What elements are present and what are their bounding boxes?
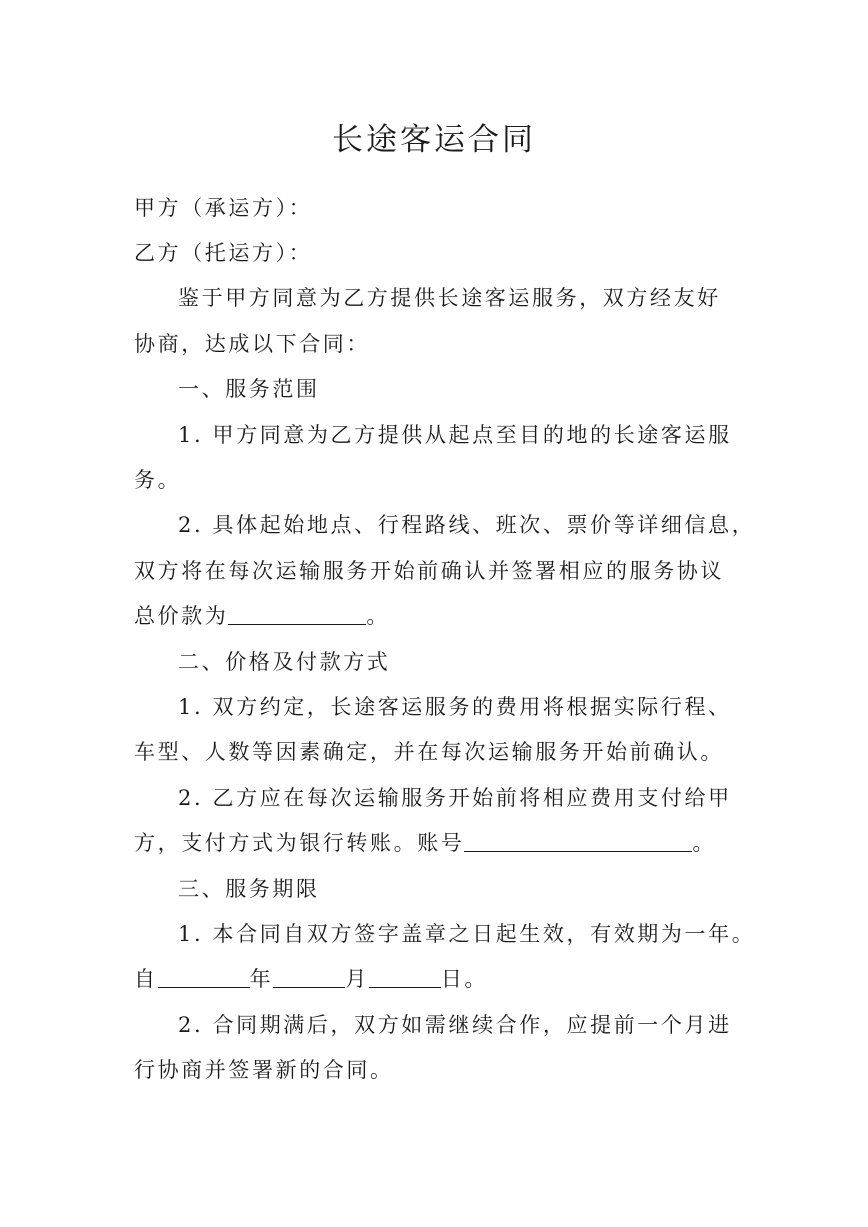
- section1-item2-line2: 双方将在每次运输服务开始前确认并签署相应的服务协议: [134, 559, 724, 583]
- section2-item2-line1: 2. 乙方应在每次运输服务开始前将相应费用支付给甲: [178, 786, 732, 810]
- section3-item2-line1: 2. 合同期满后，双方如需继续合作，应提前一个月进: [178, 1013, 732, 1037]
- account-number-blank[interactable]: [464, 829, 692, 852]
- section3-item1-line2: [134, 964, 488, 994]
- preamble-line-1: 鉴于甲方同意为乙方提供长途客运服务，双方经友好: [178, 286, 721, 310]
- section1-item2-line3: [134, 601, 390, 631]
- party-b-line: 乙方（托运方）：: [134, 241, 313, 265]
- section2-item2-line2: [134, 828, 716, 858]
- account-label: 方，支付方式为银行转账。账号: [134, 831, 465, 855]
- section2-heading: 二、价格及付款方式: [178, 650, 391, 674]
- month-blank[interactable]: [273, 965, 345, 988]
- year-blank[interactable]: [158, 965, 250, 988]
- section1-item2-line1: 2. 具体起始地点、行程路线、班次、票价等详细信息，: [178, 513, 756, 537]
- total-price-suffix: 。: [366, 604, 391, 628]
- section2-item1-line1: 1. 双方约定，长途客运服务的费用将根据实际行程、: [178, 695, 732, 719]
- document-title: 长途客运合同: [332, 122, 536, 158]
- section1-heading: 一、服务范围: [178, 377, 320, 401]
- preamble-line-2: 协商，达成以下合同：: [134, 332, 370, 356]
- account-suffix: 。: [692, 831, 717, 855]
- date-from-label: 自: [134, 967, 158, 991]
- year-label: 年: [249, 967, 274, 991]
- section2-item1-line2: 车型、人数等因素确定，并在每次运输服务开始前确认。: [134, 740, 724, 764]
- section3-item1-line1: 1. 本合同自双方签字盖章之日起生效，有效期为一年。: [178, 922, 756, 946]
- day-label: 日。: [440, 967, 489, 991]
- total-price-blank[interactable]: [228, 602, 366, 625]
- section1-item1-line1: 1. 甲方同意为乙方提供从起点至目的地的长途客运服: [178, 423, 732, 447]
- party-a-line: 甲方（承运方）：: [134, 196, 313, 220]
- section1-item1-line2: 务。: [134, 468, 182, 492]
- section3-item2-line2: 行协商并签署新的合同。: [134, 1058, 394, 1082]
- day-blank[interactable]: [369, 965, 441, 988]
- total-price-label: 总价款为: [134, 604, 229, 628]
- month-label: 月: [345, 967, 369, 991]
- section3-heading: 三、服务期限: [178, 877, 320, 901]
